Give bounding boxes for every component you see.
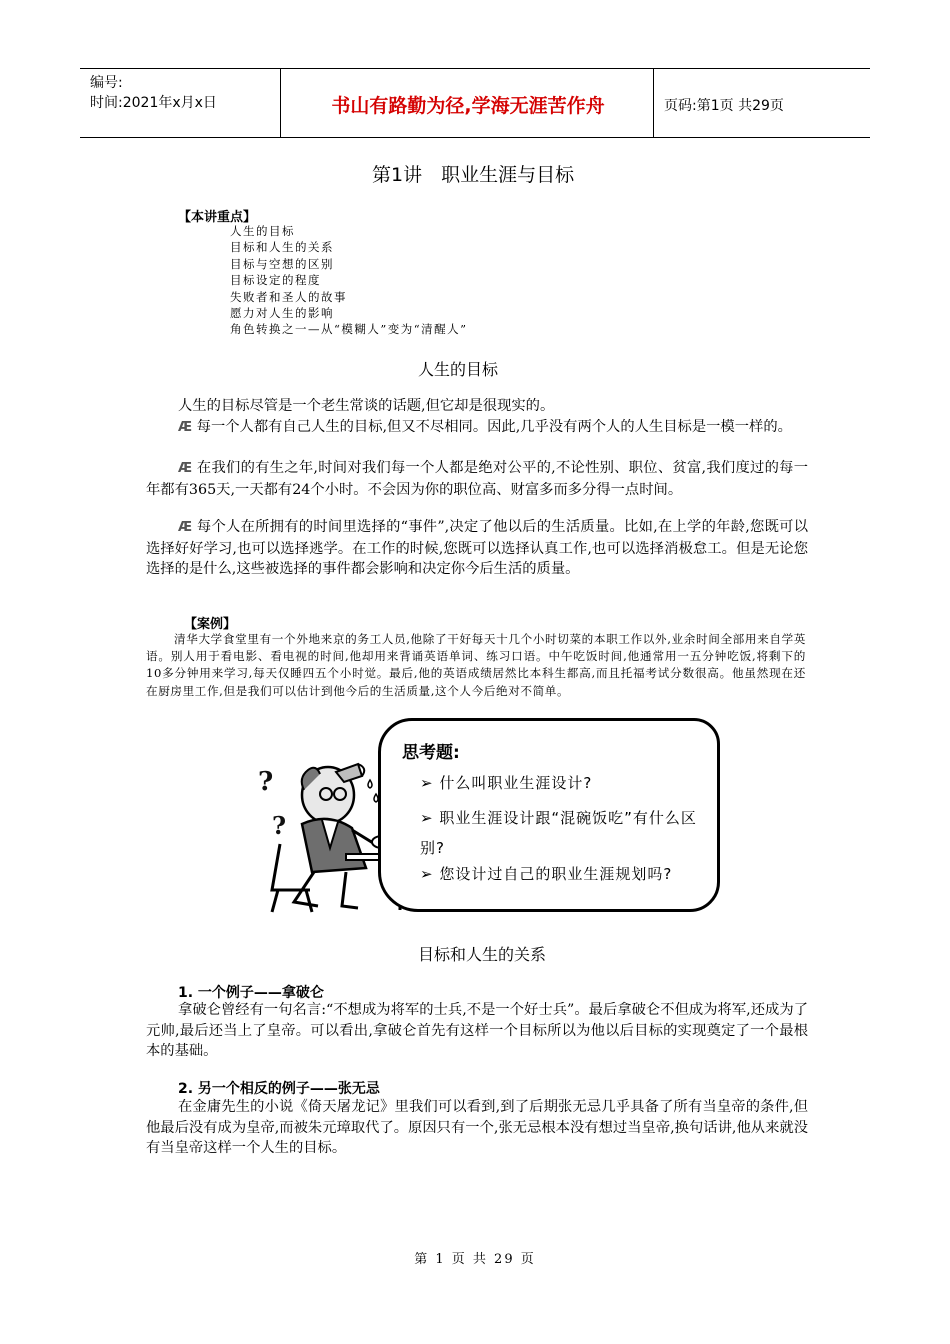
subsection-heading: 2. 另一个相反的例子——张无忌 (178, 1081, 380, 1097)
svg-text:?: ? (258, 767, 274, 797)
key-point-item: 角色转换之一—从“模糊人”变为“清醒人” (230, 322, 468, 337)
bullet-icon: Æ (178, 520, 193, 535)
think-title: 思考题: (402, 743, 460, 763)
key-point-item: 目标设定的程度 (230, 273, 321, 288)
paragraph: 在金庸先生的小说《倚天屠龙记》里我们可以看到,到了后期张无忌几乎具备了所有当皇帝的条件,但他最后没有成为皇帝,而被朱元璋取代了。原因只有一个,张无忌根本没有想过当皇帝,换句话讲,他从来就没有当皇帝这样一个人生的目标。 (146, 1099, 808, 1156)
paragraph: Æ 每个人在所拥有的时间里选择的“事件”,决定了他以后的生活质量。比如,在上学的年龄,您既可以选择好好学习,也可以选择逃学。在工作的时候,您既可以选择认真工作,也可以选择消极怠工。但是无论您选择的是什么,这些被选择的事件都会影响和决定你今后生活的质量。 (146, 519, 809, 577)
case-text: 清华大学食堂里有一个外地来京的务工人员,他除了干好每天十几个小时切菜的本职工作以外,业余时间全部用来自学英语。别人用于看电影、看电视的时间,他却用来背诵英语单词、练习口语。中午吃饭时间,他通常用一五分钟吃饭,将剩下的10多分钟用来学习,每天仅睡四五个小时觉。最后,他的英语成绩居然比本科生都高,而且托福考试分数很高。他虽然现在还在厨房里工作,但是我们可以估计到他今后的生活质量,这个人今后绝对不简单。 (146, 632, 806, 698)
section-title: 人生的目标 (418, 360, 499, 379)
case-heading: 【案例】 (184, 617, 237, 632)
key-point-item: 人生的目标 (230, 224, 295, 238)
subsection-heading: 1. 一个例子——拿破仑 (178, 985, 324, 1001)
arrow-bullet-icon: ➢ (420, 809, 440, 827)
document-number-label: 编号: (90, 75, 123, 91)
paragraph: 拿破仑曾经有一句名言:“不想成为将军的士兵,不是一个好士兵”。最后拿破仑不但成为将军,还成为了元帅,最后还当上了皇帝。可以看出,拿破仑首先有这样一个目标所以为他以后目标的实现奠定了一个最根本的基础。 (146, 1002, 808, 1059)
header-page-info: 页码:第1页 共29页 (664, 98, 784, 114)
paragraph: Æ 在我们的有生之年,时间对我们每一个人都是绝对公平的,不论性别、职位、贫富,我们度过的每一年都有365天,一天都有24个小时。不会因为你的职位高、财富多而多分得一点时间。 (146, 460, 808, 498)
svg-text:?: ? (272, 811, 287, 840)
key-point-item: 目标与空想的区别 (230, 256, 334, 271)
arrow-bullet-icon: ➢ (420, 774, 440, 792)
lecture-title: 第1讲 职业生涯与目标 (372, 164, 575, 186)
key-point-item: 愿力对人生的影响 (230, 306, 334, 321)
paragraph: Æ 每一个人都有自己人生的目标,但又不尽相同。因此,几乎没有两个人的人生目标是一模一样的。 (178, 419, 792, 435)
key-point-item: 失败者和圣人的故事 (230, 289, 347, 304)
section-title: 目标和人生的关系 (418, 945, 547, 964)
page-header (80, 68, 870, 138)
header-divider (653, 69, 654, 137)
document-date: 时间:2021年x月x日 (90, 95, 217, 111)
think-item: ➢ 职业生涯设计跟“混碗饭吃”有什么区别? (420, 809, 697, 857)
header-motto: 书山有路勤为径,学海无涯苦作舟 (331, 95, 605, 117)
bullet-icon: Æ (178, 461, 193, 476)
think-item: ➢ 什么叫职业生涯设计? (420, 774, 593, 792)
header-divider (280, 69, 281, 137)
key-point-item: 目标和人生的关系 (230, 240, 334, 255)
header-meta (90, 73, 217, 113)
key-points-list (230, 223, 468, 338)
page-footer: 第 1 页 共 29 页 (414, 1252, 536, 1267)
arrow-bullet-icon: ➢ (420, 865, 440, 883)
bullet-icon: Æ (178, 420, 193, 435)
paragraph: 人生的目标尽管是一个老生常谈的话题,但它却是很现实的。 (178, 398, 555, 414)
think-item: ➢ 您设计过自己的职业生涯规划吗? (420, 865, 673, 883)
key-points-heading: 【本讲重点】 (178, 210, 257, 225)
